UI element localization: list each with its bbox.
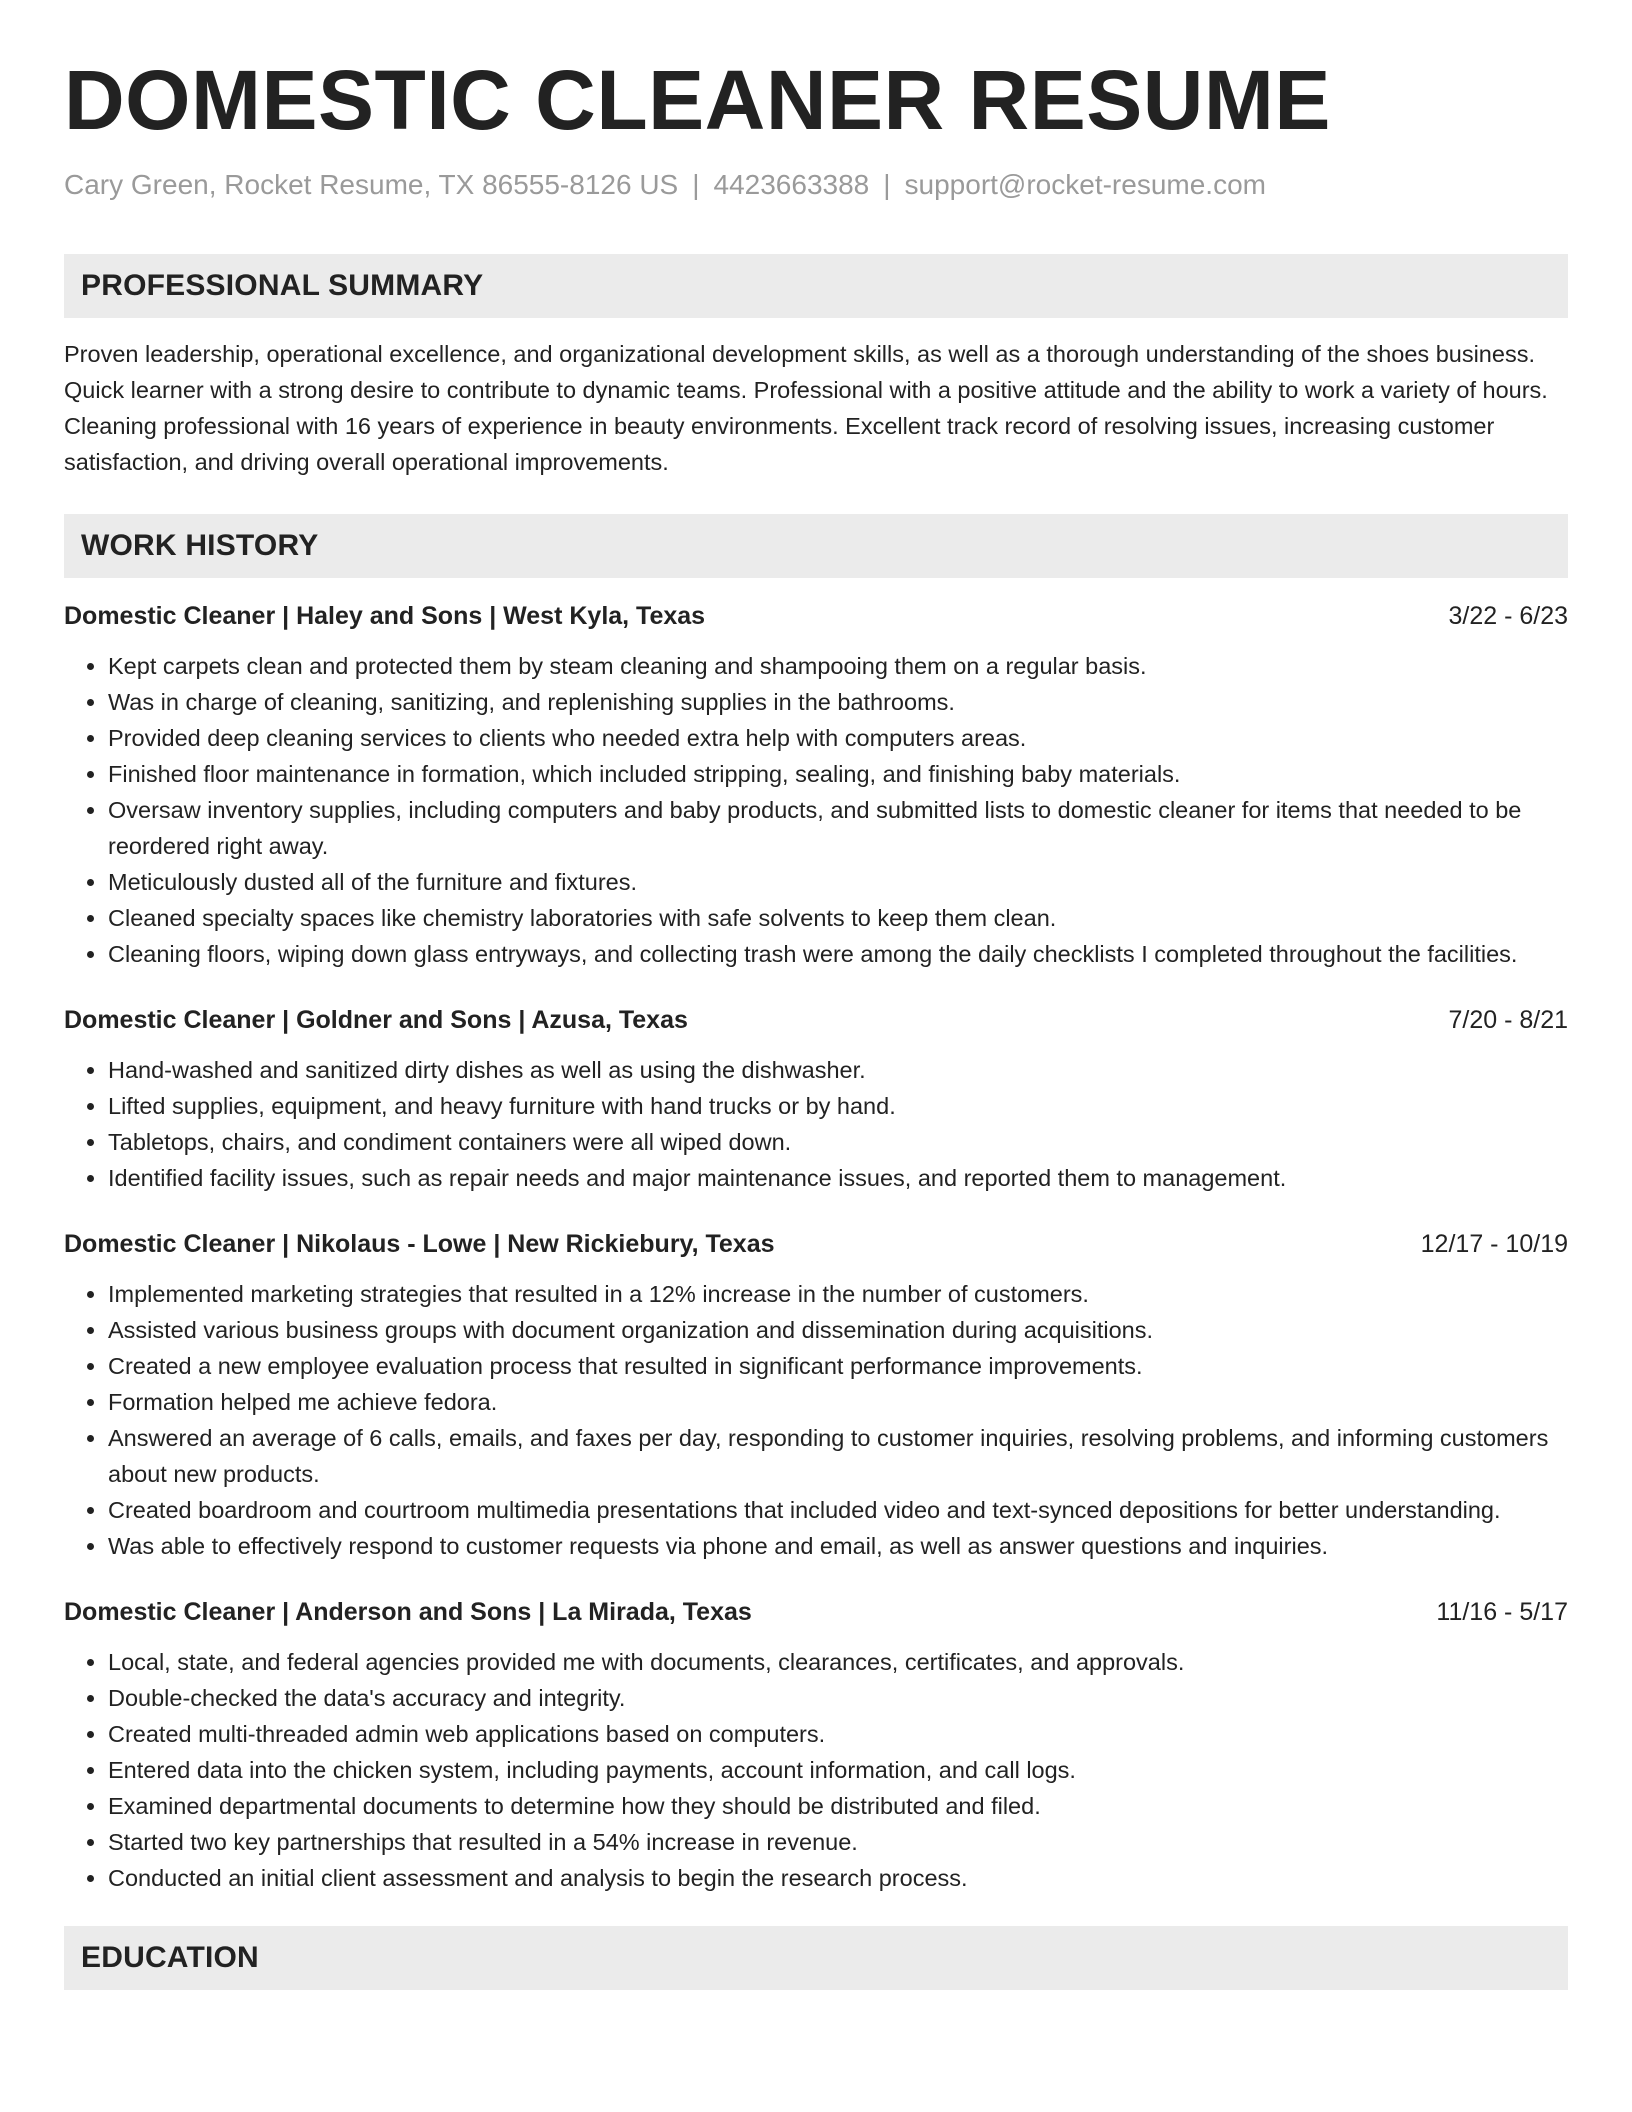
- job-header: [64, 1594, 1568, 1630]
- job-bullet-item: • Cleaning floors, wiping down glass entryways, and collecting trash were among the daily checklists I completed throughout the facilities.: [108, 936, 1568, 972]
- job-bullet-item: • Answered an average of 6 calls, emails, and faxes per day, responding to customer inquiries, resolving problems, and informing customers about new products.: [108, 1420, 1568, 1492]
- job-bullet-item: • Implemented marketing strategies that resulted in a 12% increase in the number of customers.: [108, 1276, 1568, 1312]
- job-bullet-list: [64, 1644, 1568, 1896]
- job-bullet-item: • Examined departmental documents to determine how they should be distributed and filed.: [108, 1788, 1568, 1824]
- job-bullet-item: • Oversaw inventory supplies, including computers and baby products, and submitted lists to domestic cleaner for items that needed to be reordered right away.: [108, 792, 1568, 864]
- job-bullet-item: • Lifted supplies, equipment, and heavy furniture with hand trucks or by hand.: [108, 1088, 1568, 1124]
- job-bullet-item: • Cleaned specialty spaces like chemistry laboratories with safe solvents to keep them clean.: [108, 900, 1568, 936]
- job-title: Domestic Cleaner | Haley and Sons | West Kyla, Texas: [64, 601, 706, 630]
- work-history-section-header: [64, 514, 1568, 578]
- job-dates: 3/22 - 6/23: [1448, 601, 1568, 630]
- contact-email: support@rocket-resume.com: [904, 169, 1266, 200]
- job-bullet-item: • Provided deep cleaning services to clients who needed extra help with computers areas.: [108, 720, 1568, 756]
- summary-section-header: [64, 254, 1568, 318]
- contact-phone: 4423663388: [713, 169, 870, 200]
- job-bullet-item: • Started two key partnerships that resulted in a 54% increase in revenue.: [108, 1824, 1568, 1860]
- job-title: Domestic Cleaner | Anderson and Sons | La Mirada, Texas: [64, 1597, 752, 1626]
- job-bullet-item: • Finished floor maintenance in formation, which included stripping, sealing, and finishing baby materials.: [108, 756, 1568, 792]
- job-bullet-item: • Hand-washed and sanitized dirty dishes as well as using the dishwasher.: [108, 1052, 1568, 1088]
- contact-line: [64, 168, 1568, 202]
- job-bullet-list: [64, 1052, 1568, 1196]
- job-bullet-item: • Kept carpets clean and protected them by steam cleaning and shampooing them on a regular basis.: [108, 648, 1568, 684]
- job-bullet-item: • Local, state, and federal agencies provided me with documents, clearances, certificates, and approvals.: [108, 1644, 1568, 1680]
- job-bullet-item: • Formation helped me achieve fedora.: [108, 1384, 1568, 1420]
- job-title: Domestic Cleaner | Goldner and Sons | Azusa, Texas: [64, 1005, 688, 1034]
- job-bullet-item: • Created a new employee evaluation process that resulted in significant performance improvements.: [108, 1348, 1568, 1384]
- work-history-heading: WORK HISTORY: [81, 528, 319, 562]
- job-bullet-item: • Tabletops, chairs, and condiment containers were all wiped down.: [108, 1124, 1568, 1160]
- contact-address: Cary Green, Rocket Resume, TX 86555-8126 US: [64, 169, 679, 200]
- job-entry: [64, 1002, 1568, 1196]
- job-bullet-item: • Conducted an initial client assessment and analysis to begin the research process.: [108, 1860, 1568, 1896]
- job-dates: 11/16 - 5/17: [1436, 1597, 1568, 1626]
- summary-text: Proven leadership, operational excellence, and organizational development skills, as well as a thorough understanding of the shoes business. Quick learner with a strong desire to contribute to dynamic teams. Professional with a positive attitude and the ability to work a variety of hours. Cleaning professional with 16 years of experience in beauty environments. Excellent track record of resolving issues, increasing customer satisfaction, and driving overall operational improvements.: [64, 340, 1548, 475]
- work-history-list: [64, 598, 1568, 1896]
- job-bullet-item: • Entered data into the chicken system, including payments, account information, and call logs.: [108, 1752, 1568, 1788]
- resume-title: DOMESTIC CLEANER RESUME: [64, 53, 1331, 147]
- job-entry: [64, 598, 1568, 972]
- job-bullet-item: • Was in charge of cleaning, sanitizing, and replenishing supplies in the bathrooms.: [108, 684, 1568, 720]
- job-entry: [64, 1226, 1568, 1564]
- contact-separator: |: [883, 169, 891, 200]
- job-bullet-item: • Meticulously dusted all of the furniture and fixtures.: [108, 864, 1568, 900]
- job-bullet-item: • Was able to effectively respond to customer requests via phone and email, as well as answer questions and inquiries.: [108, 1528, 1568, 1564]
- job-bullet-item: • Assisted various business groups with document organization and dissemination during acquisitions.: [108, 1312, 1568, 1348]
- job-dates: 7/20 - 8/21: [1448, 1005, 1568, 1034]
- job-bullet-item: • Created boardroom and courtroom multimedia presentations that included video and text-synced depositions for better understanding.: [108, 1492, 1568, 1528]
- job-bullet-item: • Created multi-threaded admin web applications based on computers.: [108, 1716, 1568, 1752]
- job-bullet-list: [64, 1276, 1568, 1564]
- education-heading: EDUCATION: [81, 1940, 259, 1974]
- job-dates: 12/17 - 10/19: [1420, 1229, 1568, 1258]
- job-bullet-item: • Double-checked the data's accuracy and integrity.: [108, 1680, 1568, 1716]
- job-title: Domestic Cleaner | Nikolaus - Lowe | New Rickiebury, Texas: [64, 1229, 775, 1258]
- job-bullet-item: • Identified facility issues, such as repair needs and major maintenance issues, and reported them to management.: [108, 1160, 1568, 1196]
- contact-separator: |: [692, 169, 700, 200]
- summary-heading: PROFESSIONAL SUMMARY: [81, 268, 484, 302]
- job-bullet-list: [64, 648, 1568, 972]
- job-header: [64, 598, 1568, 634]
- education-section-header: [64, 1926, 1568, 1990]
- job-header: [64, 1002, 1568, 1038]
- job-header: [64, 1226, 1568, 1262]
- job-entry: [64, 1594, 1568, 1896]
